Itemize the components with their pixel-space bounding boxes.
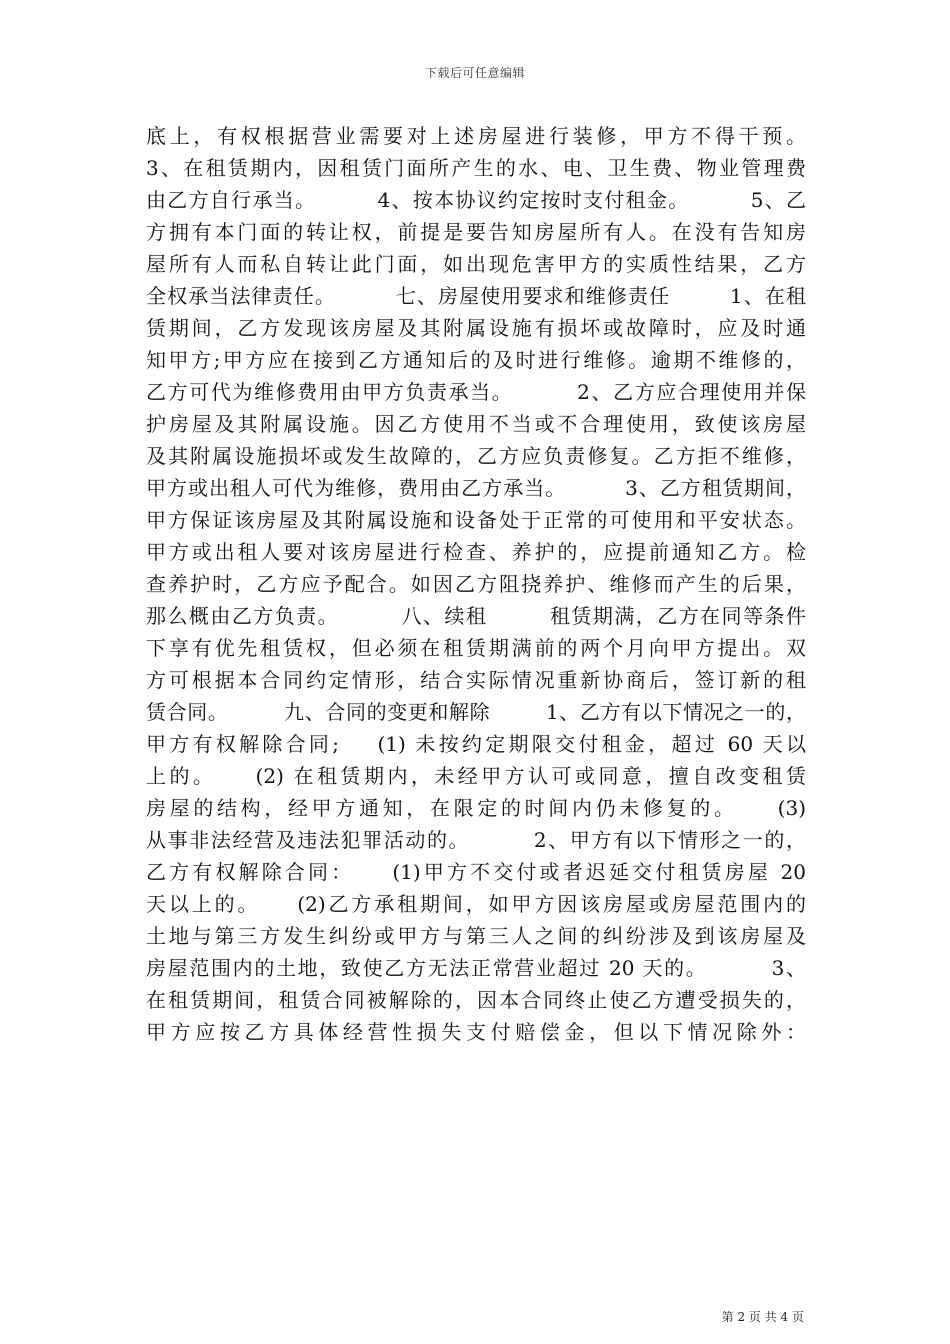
text-line: 甲方或出租人要对该房屋进行检查、养护的，应提前通知乙方。检 xyxy=(146,540,806,564)
text-line: 房屋的结构，经甲方通知，在限定的时间内仍未修复的。 (3) xyxy=(146,796,806,820)
text-line: 乙方有权解除合同： (1)甲方不交付或者迟延交付租赁房屋 20 xyxy=(146,860,806,884)
text-line: 方拥有本门面的转让权，前提是要告知房屋所有人。在没有告知房 xyxy=(146,220,806,244)
text-line: 护房屋及其附属设施。因乙方使用不当或不合理使用，致使该房屋 xyxy=(146,412,806,436)
text-line: 赁期间，乙方发现该房屋及其附属设施有损坏或故障时，应及时通 xyxy=(146,316,806,340)
text-line: 在租赁期间，租赁合同被解除的，因本合同终止使乙方遭受损失的， xyxy=(146,988,806,1012)
page-header: 下载后可任意编辑 xyxy=(424,66,525,80)
text-line: 乙方可代为维修费用由甲方负责承当。 2、乙方应合理使用并保 xyxy=(146,380,806,404)
text-line: 甲方保证该房屋及其附属设施和设备处于正常的可使用和平安状态。 xyxy=(146,508,806,532)
text-line: 知甲方;甲方应在接到乙方通知后的及时进行维修。逾期不维修的， xyxy=(146,348,806,372)
text-line: 从事非法经营及违法犯罪活动的。 2、甲方有以下情形之一的， xyxy=(146,828,806,852)
text-line: 土地与第三方发生纠纷或甲方与第三人之间的纠纷涉及到该房屋及 xyxy=(146,924,806,948)
text-line: 方可根据本合同约定情形，结合实际情况重新协商后，签订新的租 xyxy=(146,668,806,692)
text-line: 查养护时，乙方应予配合。如因乙方阻挠养护、维修而产生的后果， xyxy=(146,572,806,596)
text-line: 赁合同。 九、合同的变更和解除 1、乙方有以下情况之一的， xyxy=(146,700,806,724)
page-number: 第 2 页 共 4 页 xyxy=(721,1310,804,1324)
text-line: 上的。 (2) 在租赁期内，未经甲方认可或同意，擅自改变租赁 xyxy=(146,764,806,788)
text-line: 甲方或出租人可代为维修，费用由乙方承当。 3、乙方租赁期间， xyxy=(146,476,806,500)
text-line: 天以上的。 (2)乙方承租期间，如甲方因该房屋或房屋范围内的 xyxy=(146,892,806,916)
text-line: 由乙方自行承当。 4、按本协议约定按时支付租金。 5、乙 xyxy=(146,188,806,212)
text-line: 屋所有人而私自转让此门面，如出现危害甲方的实质性结果，乙方 xyxy=(146,252,806,276)
text-line: 甲方有权解除合同; (1) 未按约定期限交付租金，超过 60 天以 xyxy=(146,732,806,756)
text-line: 房屋范围内的土地，致使乙方无法正常营业超过 20 天的。 3、 xyxy=(146,956,806,980)
text-line: 底上，有权根据营业需要对上述房屋进行装修，甲方不得干预。 xyxy=(146,124,806,148)
text-line: 那么概由乙方负责。 八、续租 租赁期满，乙方在同等条件 xyxy=(146,604,806,628)
document-body xyxy=(146,120,806,1048)
text-line: 3、在租赁期内，因租赁门面所产生的水、电、卫生费、物业管理费 xyxy=(146,156,806,180)
text-line: 甲方应按乙方具体经营性损失支付赔偿金，但以下情况除外： xyxy=(146,1020,806,1044)
text-line: 全权承当法律责任。 七、房屋使用要求和维修责任 1、在租 xyxy=(146,284,806,308)
text-line: 及其附属设施损坏或发生故障的，乙方应负责修复。乙方拒不维修， xyxy=(146,444,806,468)
text-line: 下享有优先租赁权，但必须在租赁期满前的两个月向甲方提出。双 xyxy=(146,636,806,660)
